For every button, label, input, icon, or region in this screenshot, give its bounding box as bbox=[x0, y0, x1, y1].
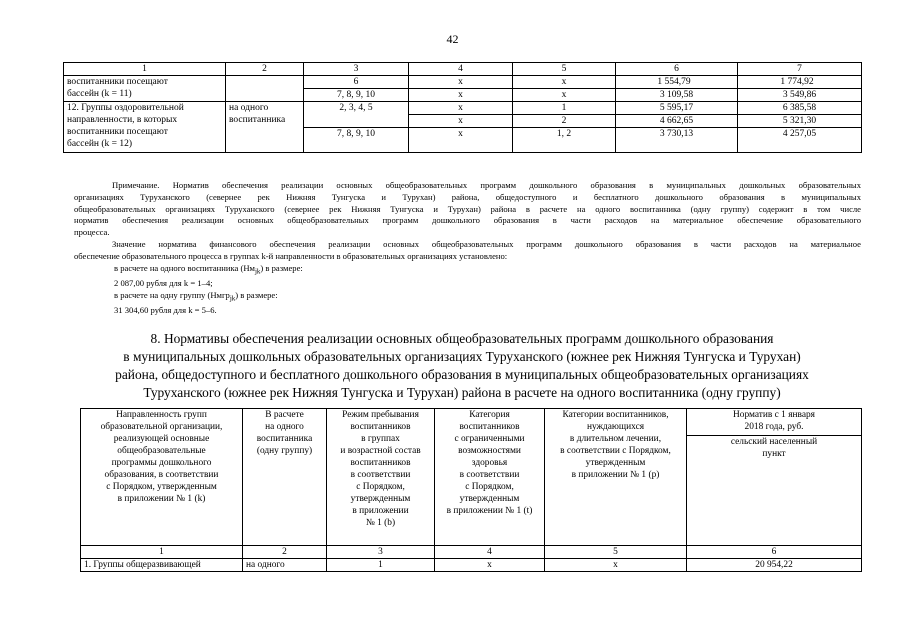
table-cell: 2, 3, 4, 5 bbox=[304, 102, 409, 128]
header-treatment: Категории воспитанников, нуждающихся в длительном лечении, в соответствии с Порядком, утвержденным в приложении № 1 (p) bbox=[545, 409, 687, 546]
table-cell: 7, 8, 9, 10 bbox=[304, 89, 409, 102]
table-cell: 1, 2 bbox=[513, 128, 616, 153]
group-cell: воспитанники посещают бассейн (k = 11) bbox=[64, 76, 226, 102]
per-unit-cell: на одного воспитанника bbox=[226, 102, 304, 153]
note-line: процесса. bbox=[74, 227, 110, 238]
header-cell: 5 bbox=[513, 63, 616, 76]
table-row bbox=[64, 76, 862, 89]
header-cell: 4 bbox=[409, 63, 513, 76]
normatives-table-continued bbox=[63, 62, 862, 153]
table-header-row bbox=[64, 63, 862, 76]
table-cell: x bbox=[409, 89, 513, 102]
note-line: организациях Туруханского (севернее рек Нижняя Тунгуска и Турухан) района, общедоступного и бесплатного дошкольного образования в муниципальных bbox=[74, 191, 861, 202]
header-normative: Норматив с 1 января 2018 года, руб. сельский населенный пункт bbox=[687, 409, 862, 546]
column-number: 2 bbox=[243, 546, 327, 559]
header-per-unit: В расчете на одного воспитанника (одну группу) bbox=[243, 409, 327, 546]
table-cell: 5 595,17 bbox=[616, 102, 738, 115]
table-cell: 7, 8, 9, 10 bbox=[304, 128, 409, 153]
table-cell: 4 257,05 bbox=[738, 128, 862, 153]
normatives-table bbox=[80, 408, 862, 572]
table-header-row bbox=[81, 409, 862, 546]
section-heading: 8. Нормативы обеспечения реализации основных общеобразовательных программ дошкольного образования в муниципальных дошкольных образовательных организациях Туруханского (южнее рек Нижняя Тунгуска и Турухан) района, общедоступного и бесплатного дошкольного образования в муниципальных общеобразовательных организациях Туруханского (южнее рек Нижняя Тунгуска и Турухан) района в расчете на одного воспитанника (одну группу) bbox=[115, 331, 809, 400]
table-cell: 1 774,92 bbox=[738, 76, 862, 89]
table-cell: 3 549,86 bbox=[738, 89, 862, 102]
table-cell: 1. Группы общеразвивающей bbox=[81, 559, 243, 572]
table-cell: x bbox=[409, 102, 513, 115]
header-cell: 7 bbox=[738, 63, 862, 76]
note-item: 2 087,00 рубля для k = 1–4; bbox=[114, 278, 213, 289]
header-cell: 2 bbox=[226, 63, 304, 76]
note-line: обеспечение образовательного процесса в группах k-й направленности в образовательных организациях установлено: bbox=[74, 250, 508, 261]
per-unit-cell bbox=[226, 76, 304, 102]
column-number: 6 bbox=[687, 546, 862, 559]
note-item: в расчете на одну группу (Нмгр$_{jk}$) в размере: bbox=[114, 289, 278, 303]
table-cell: x bbox=[409, 115, 513, 128]
note-line: норматив обеспечения реализации основных общеобразовательных программ дошкольного образования в части расходов на материальное обеспечение образовательного bbox=[74, 215, 861, 226]
header-cell: 3 bbox=[304, 63, 409, 76]
table-row bbox=[81, 559, 862, 572]
table-cell: 1 bbox=[513, 102, 616, 115]
header-mode: Режим пребывания воспитанников в группах и возрастной состав воспитанников в соответствии с Порядком, утвержденным в приложении № 1 (b) bbox=[327, 409, 435, 546]
table-row bbox=[64, 102, 862, 115]
table-cell: 3 730,13 bbox=[616, 128, 738, 153]
column-number: 5 bbox=[545, 546, 687, 559]
table-cell: x bbox=[435, 559, 545, 572]
header-cell: 1 bbox=[64, 63, 226, 76]
page-number: 42 bbox=[446, 32, 459, 46]
column-number: 3 bbox=[327, 546, 435, 559]
table-cell: x bbox=[545, 559, 687, 572]
table-cell: 1 554,79 bbox=[616, 76, 738, 89]
note-item: в расчете на одного воспитанника $(Нм_{jk})$ в размере: bbox=[114, 262, 303, 276]
table-cell: на одного bbox=[243, 559, 327, 572]
note-line: Значение норматива финансового обеспечения реализации основных общеобразовательных программ дошкольного образования в части расходов на материальное bbox=[112, 238, 861, 249]
table-cell: 6 385,58 bbox=[738, 102, 862, 115]
group-cell: 12. Группы оздоровительной направленности, в которых воспитанники посещают бассейн (k = 12) bbox=[64, 102, 226, 153]
table-cell: 1 bbox=[327, 559, 435, 572]
table-cell: x bbox=[409, 128, 513, 153]
column-number: 1 bbox=[81, 546, 243, 559]
column-number: 4 bbox=[435, 546, 545, 559]
column-numbers-row bbox=[81, 546, 862, 559]
header-category: Категория воспитанников с ограниченными возможностями здоровья в соответствии с Порядком, утвержденным в приложении № 1 (t) bbox=[435, 409, 545, 546]
table-cell: 3 109,58 bbox=[616, 89, 738, 102]
table-cell: 4 662,65 bbox=[616, 115, 738, 128]
header-direction: Направленность групп образовательной организации, реализующей основные общеобразовательные программы дошкольного образования, в соответствии с Порядком, утвержденным в приложении № 1 (k) bbox=[81, 409, 243, 546]
note-item: 31 304,60 рубля для k = 5–6. bbox=[114, 305, 217, 316]
notes-block bbox=[74, 180, 861, 317]
table-cell: x bbox=[513, 76, 616, 89]
note-line: Примечание. Норматив обеспечения реализации основных общеобразовательных программ дошкольного образования в муниципальных дошкольных образовательных bbox=[112, 180, 861, 190]
header-cell: 6 bbox=[616, 63, 738, 76]
table-cell: 20 954,22 bbox=[687, 559, 862, 572]
table-cell: 6 bbox=[304, 76, 409, 89]
table-cell: x bbox=[409, 76, 513, 89]
table-cell: 5 321,30 bbox=[738, 115, 862, 128]
note-line: общеобразовательных организациях Туруханского (севернее рек Нижняя Тунгуска и Турухан) района в расчете на одного воспитанника (одну группу) содержит в том числе bbox=[74, 203, 861, 214]
table-cell: x bbox=[513, 89, 616, 102]
table-cell: 2 bbox=[513, 115, 616, 128]
